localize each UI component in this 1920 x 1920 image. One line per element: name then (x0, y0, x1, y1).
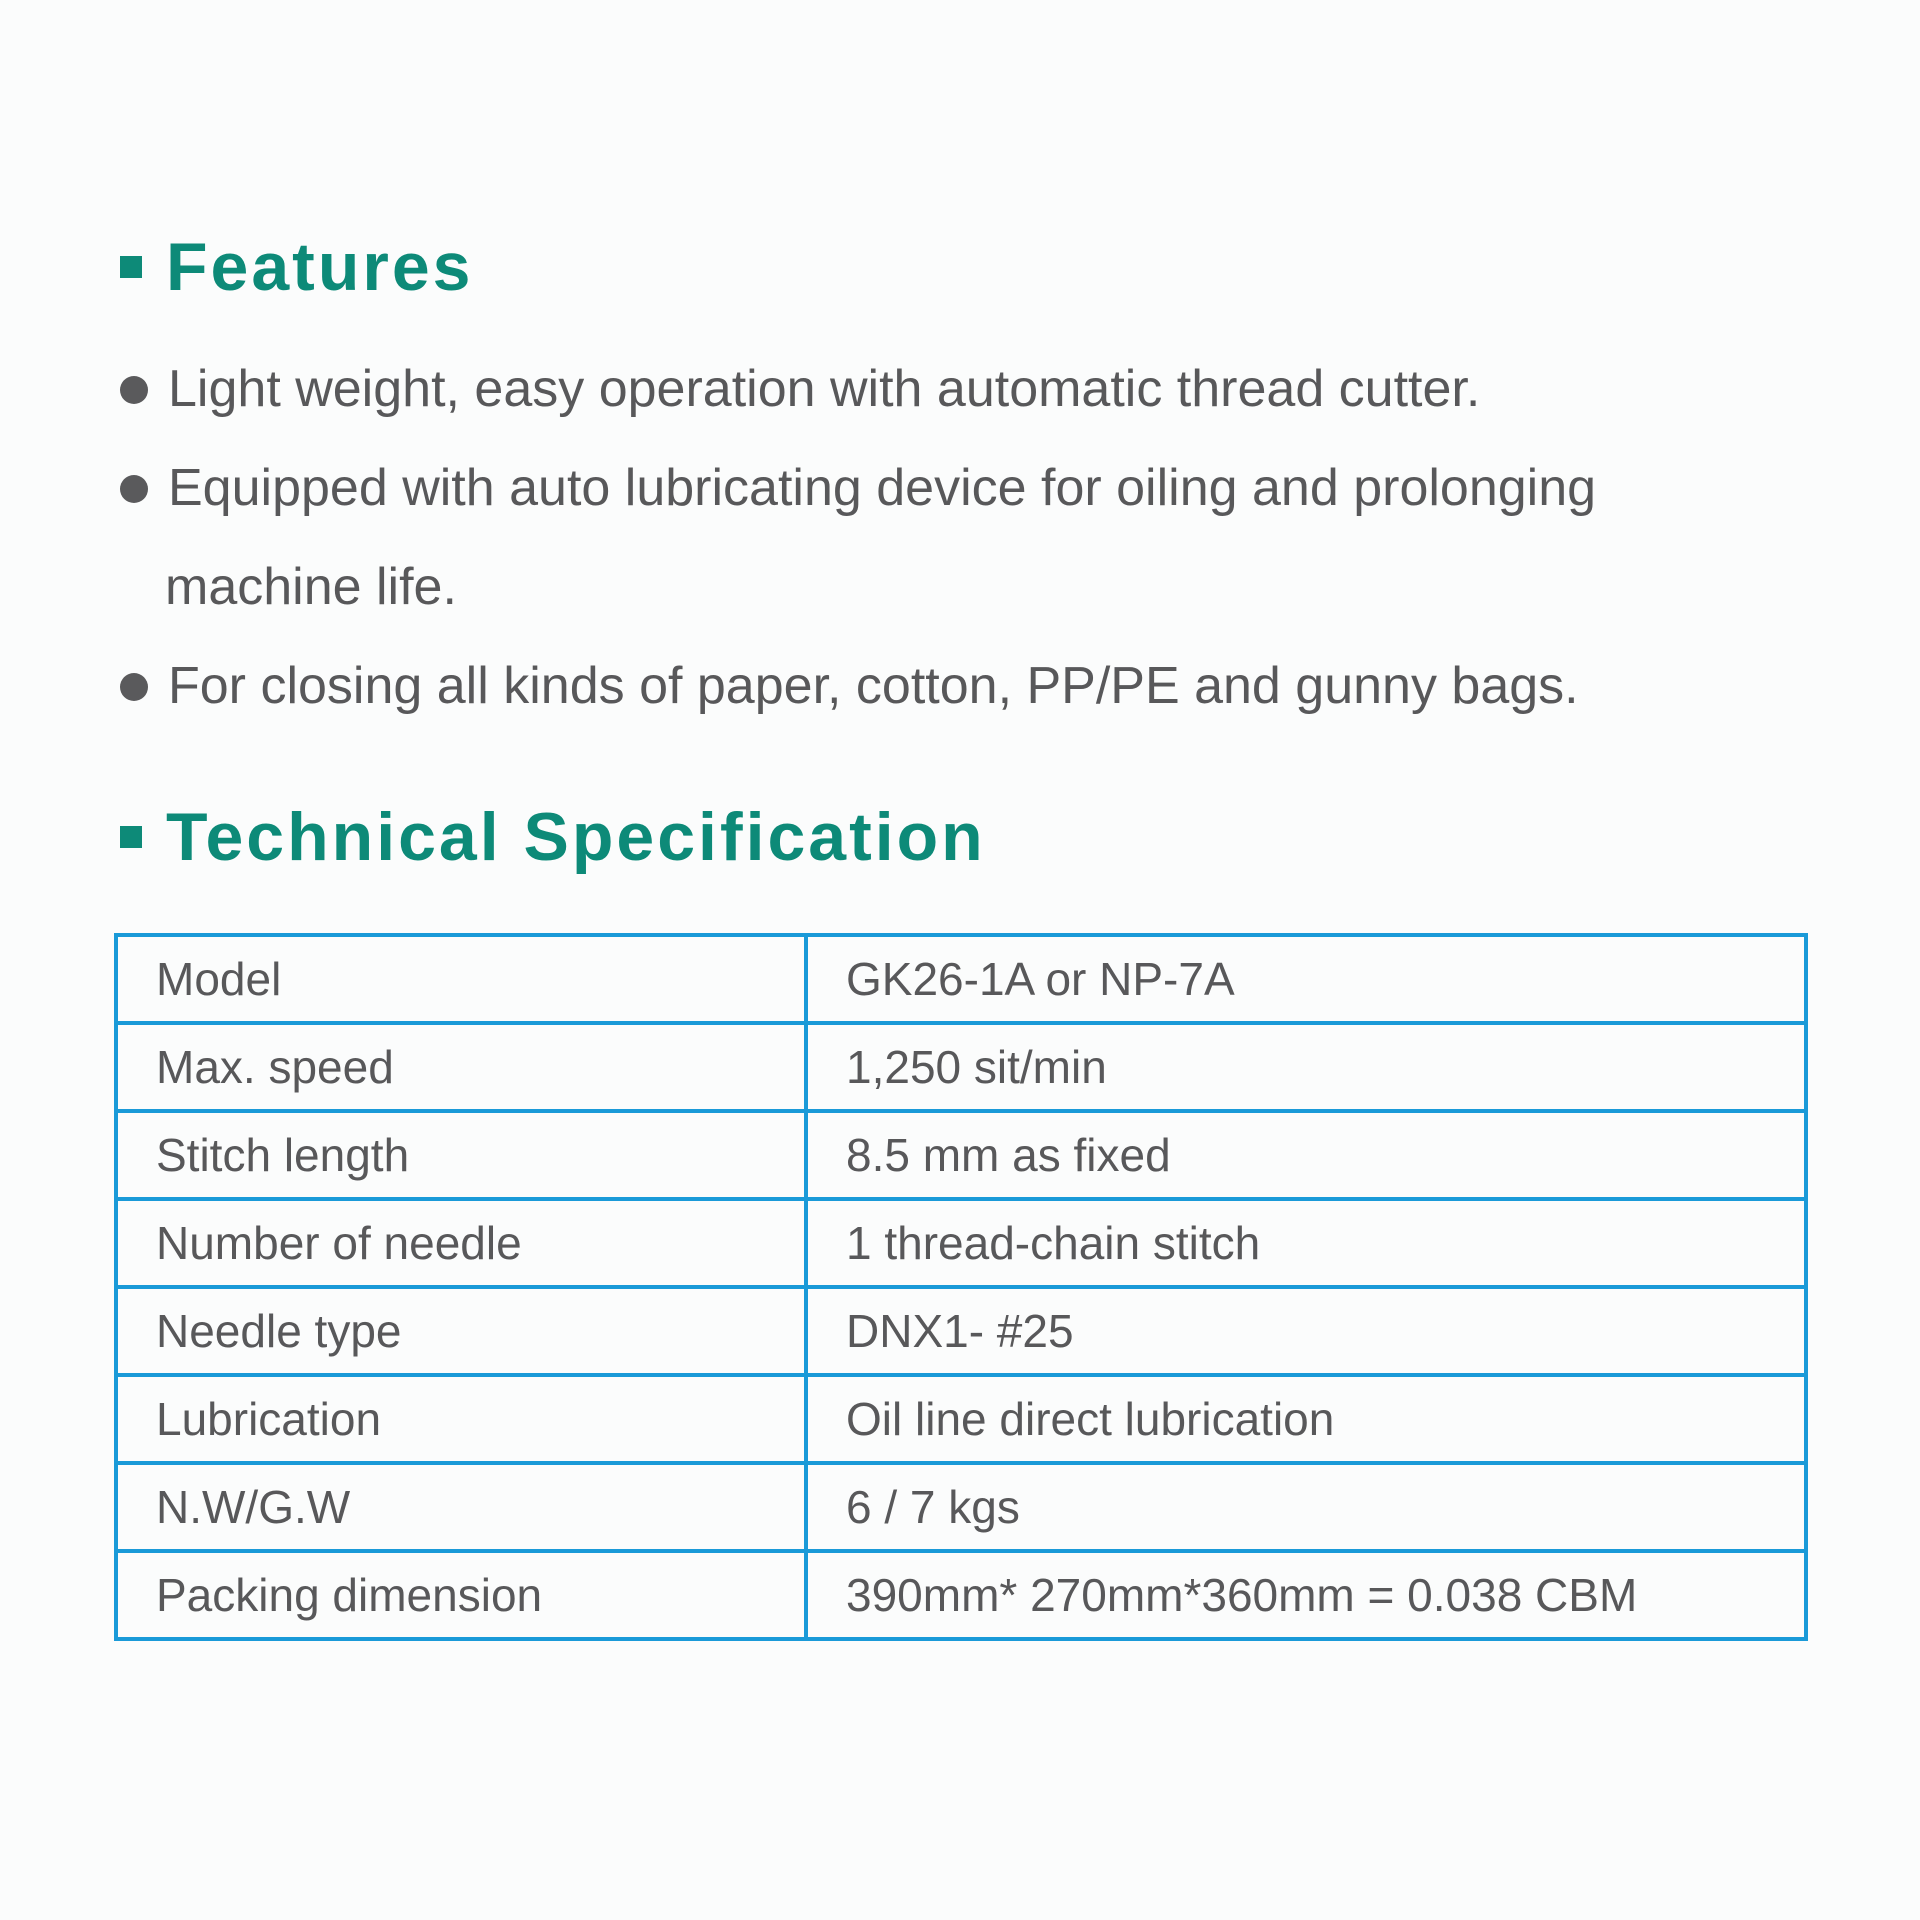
spec-row (116, 1287, 1806, 1375)
spec-row (116, 1463, 1806, 1551)
features-heading (120, 228, 473, 306)
feature-text: For closing all kinds of paper, cotton, PP/PE and gunny bags. (168, 657, 1579, 715)
spec-value: 1 thread-chain stitch (806, 1199, 1806, 1287)
spec-value: 8.5 mm as fixed (806, 1111, 1806, 1199)
spec-label: Model (116, 935, 806, 1023)
square-bullet-icon (120, 256, 142, 278)
feature-text-continuation: machine life. (165, 558, 457, 616)
feature-text: Equipped with auto lubricating device for oiling and prolonging (168, 459, 1597, 517)
spec-label: Lubrication (116, 1375, 806, 1463)
bullet-icon (120, 475, 148, 503)
spec-label: Number of needle (116, 1199, 806, 1287)
spec-row (116, 1023, 1806, 1111)
spec-label: Needle type (116, 1287, 806, 1375)
square-bullet-icon (120, 826, 142, 848)
spec-title: Technical Specification (166, 799, 986, 875)
spec-row (116, 935, 1806, 1023)
features-title: Features (166, 229, 474, 305)
bullet-icon (120, 376, 148, 404)
spec-value: 390mm* 270mm*360mm = 0.038 CBM (806, 1551, 1806, 1639)
spec-table (114, 933, 1808, 1641)
feature-item (118, 340, 1798, 439)
feature-item (118, 439, 1798, 538)
spec-heading (120, 798, 986, 876)
features-list (118, 340, 1798, 736)
spec-label: N.W/G.W (116, 1463, 806, 1551)
spec-value: 1,250 sit/min (806, 1023, 1806, 1111)
spec-row (116, 1111, 1806, 1199)
spec-value: Oil line direct lubrication (806, 1375, 1806, 1463)
bullet-icon (120, 673, 148, 701)
spec-label: Stitch length (116, 1111, 806, 1199)
spec-row (116, 1375, 1806, 1463)
spec-row (116, 1551, 1806, 1639)
feature-item (118, 637, 1798, 736)
feature-text: Light weight, easy operation with automatic thread cutter. (168, 360, 1481, 418)
spec-value: GK26-1A or NP-7A (806, 935, 1806, 1023)
spec-label: Packing dimension (116, 1551, 806, 1639)
spec-label: Max. speed (116, 1023, 806, 1111)
spec-row (116, 1199, 1806, 1287)
spec-value: 6 / 7 kgs (806, 1463, 1806, 1551)
spec-value: DNX1- #25 (806, 1287, 1806, 1375)
